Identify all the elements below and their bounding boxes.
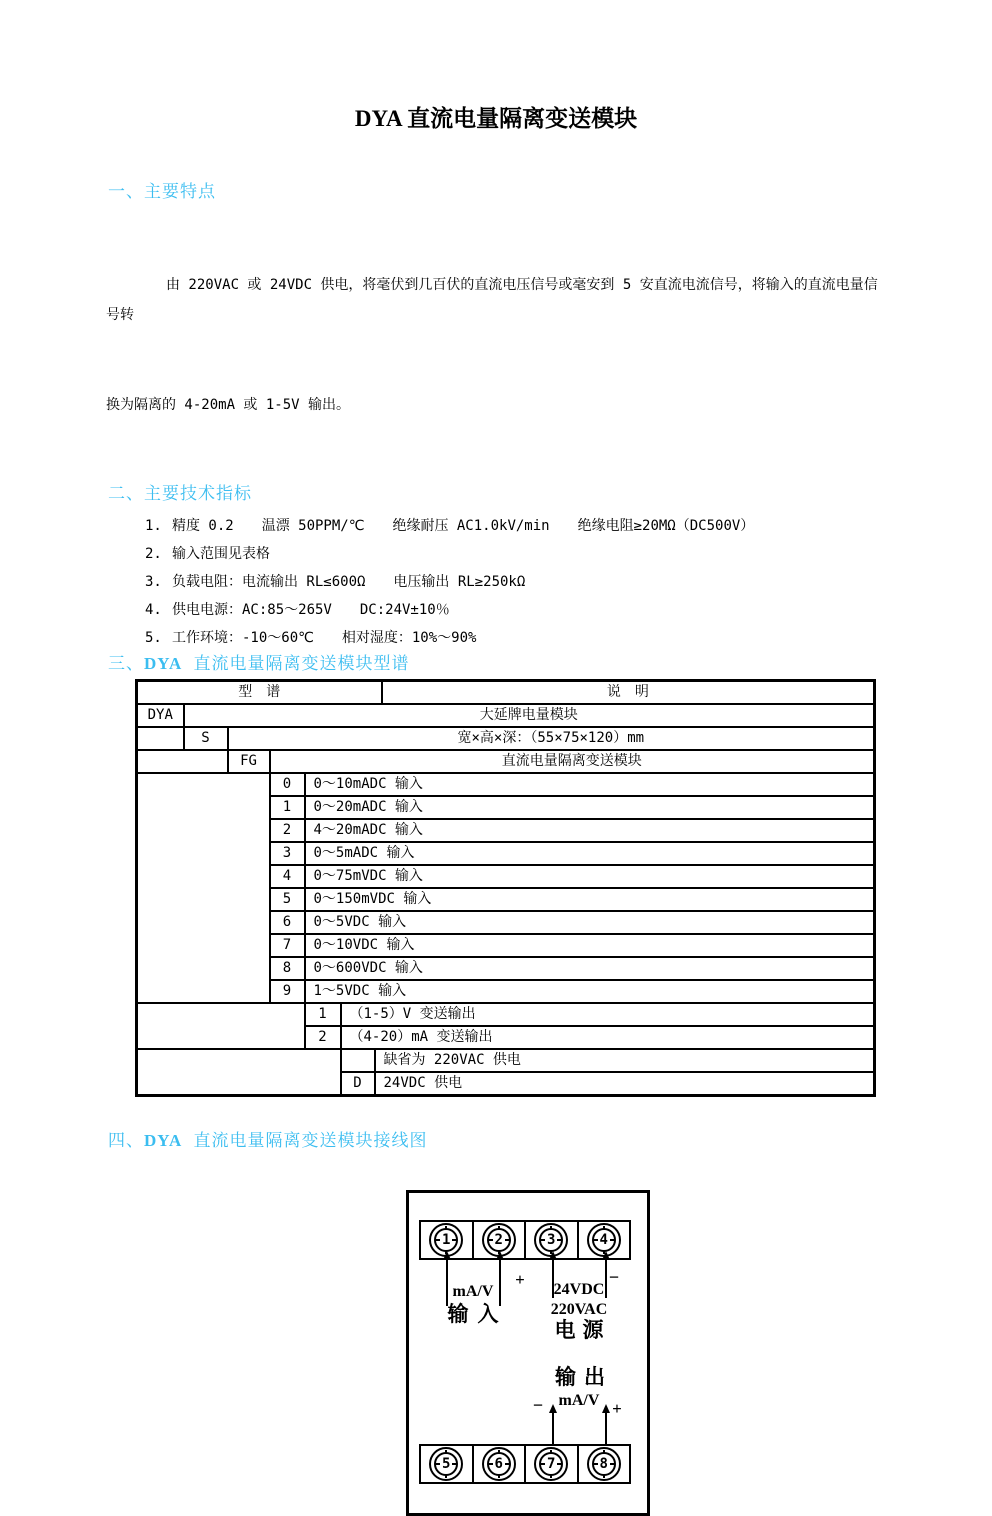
code-cell: D: [341, 1072, 375, 1096]
desc-cell: 24VDC 供电: [375, 1072, 875, 1096]
power-ac-label: 220VAC: [550, 1301, 608, 1318]
code-cell: 0: [270, 773, 305, 796]
code-cell: 3: [270, 842, 305, 865]
section-heading-wiring: [108, 1129, 992, 1153]
code-cell: DYA: [137, 704, 184, 727]
blank-cell: [137, 750, 228, 773]
heading-prefix: 三、: [108, 654, 144, 674]
table-row: [137, 704, 875, 727]
desc-cell: （4-20）mA 变送输出: [341, 1026, 875, 1049]
spec-item-number: 1.: [145, 518, 162, 534]
spec-item-text: 输入范围见表格: [172, 546, 270, 562]
code-cell: 1: [270, 796, 305, 819]
output-label: 输出: [555, 1365, 613, 1389]
spec-item: [145, 624, 992, 652]
arrow-up-icon: [605, 1413, 607, 1444]
blank-cell: [137, 1049, 341, 1096]
code-cell: [341, 1049, 375, 1072]
table-row: [137, 1003, 875, 1026]
terminal-strip-bottom: [419, 1444, 631, 1484]
desc-cell: 0～10mADC 输入: [305, 773, 875, 796]
spec-item: [145, 568, 992, 596]
heading-rest: 直流电量隔离变送模块型谱: [182, 654, 410, 674]
screw-terminal-icon: [429, 1447, 463, 1481]
code-cell: FG: [228, 750, 270, 773]
desc-cell: 0～75mVDC 输入: [305, 865, 875, 888]
section-heading-model-table: [108, 652, 992, 676]
model-spectrum-table: [135, 679, 876, 1097]
terminal-7: [526, 1446, 579, 1482]
output-minus-sign: −: [532, 1395, 544, 1415]
power-minus-sign: −: [608, 1267, 620, 1287]
code-cell: 8: [270, 957, 305, 980]
desc-cell: （1-5）V 变送输出: [341, 1003, 875, 1026]
column-header-desc: 说 明: [382, 681, 875, 705]
blank-cell: [137, 773, 270, 1003]
desc-cell: 宽×高×深：（55×75×120）mm: [228, 727, 875, 750]
brand-text: DYA: [144, 1131, 183, 1150]
section-heading-specs: 二、主要技术指标: [108, 484, 252, 504]
code-cell: 4: [270, 865, 305, 888]
arrow-up-icon: [552, 1413, 554, 1444]
power-plus-sign: +: [515, 1270, 525, 1289]
desc-cell: 0～150mVDC 输入: [305, 888, 875, 911]
spec-item-text: 工作环境：-10～60℃ 相对湿度：10%～90%: [172, 630, 477, 646]
page-title: DYA 直流电量隔离变送模块: [354, 106, 638, 131]
power-dc-label: 24VDC: [553, 1281, 605, 1298]
terminal-6: [474, 1446, 527, 1482]
section-heading-features: 一、主要特点: [108, 182, 216, 202]
terminal-number: 5: [442, 1456, 451, 1472]
features-paragraph: [106, 210, 884, 480]
code-cell: S: [184, 727, 228, 750]
code-cell: 2: [270, 819, 305, 842]
brand-text: DYA: [144, 654, 183, 673]
spec-list: [145, 512, 992, 652]
terminal-number: 6: [494, 1456, 503, 1472]
input-signal-label: mA/V: [452, 1283, 494, 1300]
code-cell: 5: [270, 888, 305, 911]
wiring-diagram: [406, 1190, 650, 1516]
desc-cell: 0～5mADC 输入: [305, 842, 875, 865]
paragraph-line: 换为隔离的 4-20mA 或 1-5V 输出。: [106, 397, 351, 413]
heading-prefix: 四、: [108, 1131, 144, 1151]
spec-item-number: 5.: [145, 630, 162, 646]
screw-terminal-icon: [482, 1447, 516, 1481]
table-row: [137, 750, 875, 773]
desc-cell: 0～10VDC 输入: [305, 934, 875, 957]
desc-cell: 1～5VDC 输入: [305, 980, 875, 1003]
power-label: 电源: [554, 1318, 611, 1342]
spec-item-number: 3.: [145, 574, 162, 590]
table-header-row: [137, 681, 875, 705]
code-cell: 1: [305, 1003, 341, 1026]
desc-cell: 直流电量隔离变送模块: [270, 750, 875, 773]
output-plus-sign: +: [612, 1399, 622, 1418]
spec-item-text: 负载电阻：电流输出 RL≤600Ω 电压输出 RL≥250kΩ: [172, 574, 526, 590]
spec-item-number: 2.: [145, 546, 162, 562]
heading-rest: 直流电量隔离变送模块接线图: [182, 1131, 428, 1151]
terminal-number: 8: [599, 1456, 608, 1472]
spec-item: [145, 540, 992, 568]
table-row: [137, 773, 875, 796]
column-header-model: 型 谱: [137, 681, 382, 705]
desc-cell: 4～20mADC 输入: [305, 819, 875, 842]
spec-item-text: 精度 0.2 温漂 50PPM/℃ 绝缘耐压 AC1.0kV/min 绝缘电阻≥20MΩ（DC500V）: [172, 518, 755, 534]
terminal-number: 1: [442, 1232, 451, 1248]
spec-item-text: 供电电源：AC:85～265V DC:24V±10％: [172, 602, 450, 618]
desc-cell: 大延牌电量模块: [184, 704, 875, 727]
spec-item: [145, 512, 992, 540]
terminal-number: 3: [547, 1232, 556, 1248]
code-cell: 6: [270, 911, 305, 934]
table-row: [137, 1049, 875, 1072]
blank-cell: [137, 1003, 305, 1049]
terminal-number: 7: [547, 1456, 556, 1472]
output-signal-label: mA/V: [558, 1392, 600, 1409]
terminal-number: 4: [599, 1232, 608, 1248]
terminal-5: [421, 1446, 474, 1482]
code-cell: 7: [270, 934, 305, 957]
terminal-number: 2: [494, 1232, 503, 1248]
screw-terminal-icon: [587, 1447, 621, 1481]
screw-terminal-icon: [534, 1447, 568, 1481]
table-row: [137, 727, 875, 750]
code-cell: 2: [305, 1026, 341, 1049]
spec-item: [145, 596, 992, 624]
desc-cell: 0～20mADC 输入: [305, 796, 875, 819]
terminal-8: [579, 1446, 630, 1482]
desc-cell: 0～600VDC 输入: [305, 957, 875, 980]
input-label: 输入: [447, 1302, 508, 1326]
desc-cell: 0～5VDC 输入: [305, 911, 875, 934]
desc-cell: 缺省为 220VAC 供电: [375, 1049, 875, 1072]
blank-cell: [137, 727, 184, 750]
spec-item-number: 4.: [145, 602, 162, 618]
paragraph-line: 由 220VAC 或 24VDC 供电，将毫伏到几百伏的直流电压信号或毫安到 5 安直流电流信号，将输入的直流电量信号转: [106, 277, 878, 323]
code-cell: 9: [270, 980, 305, 1003]
